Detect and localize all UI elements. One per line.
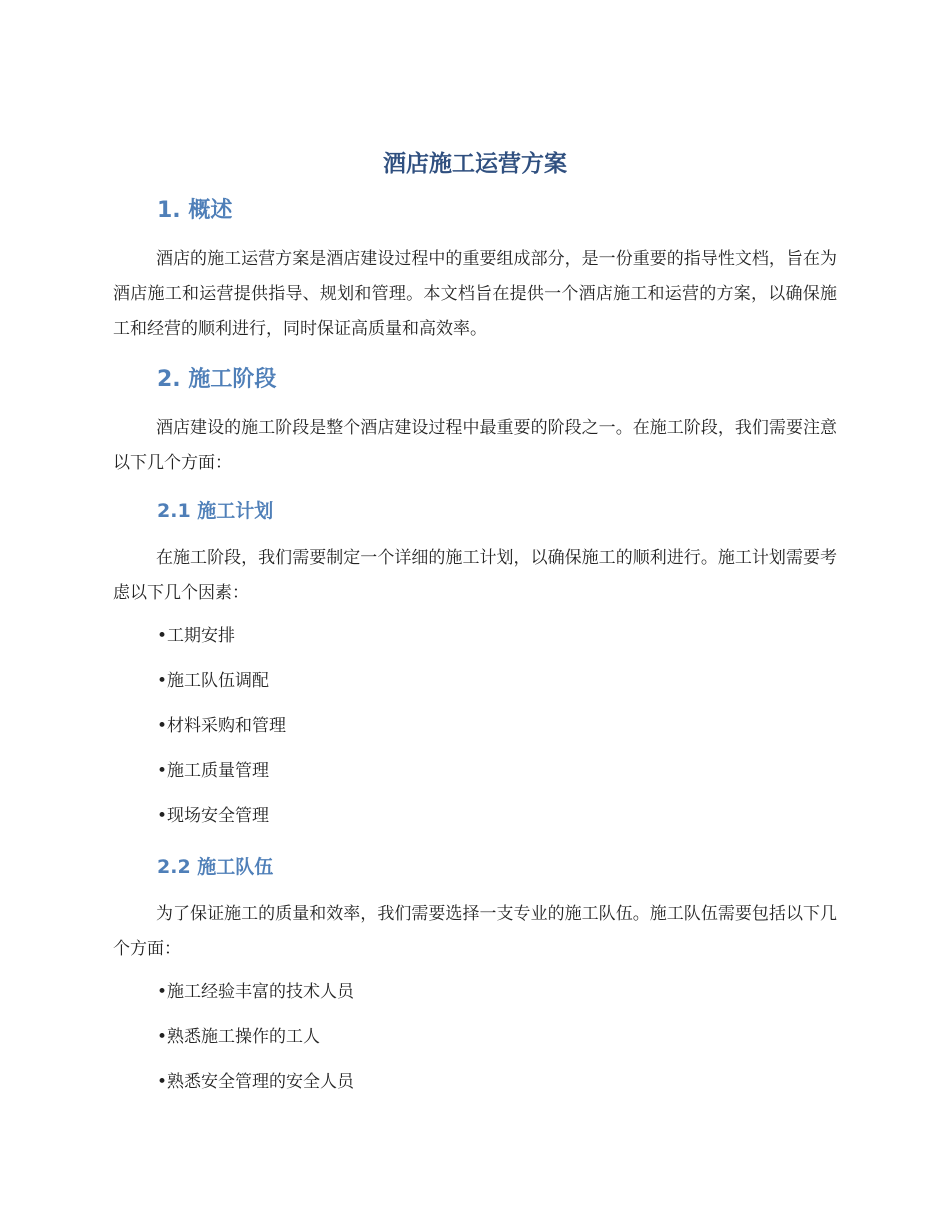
bullet-icon: •	[157, 1027, 168, 1047]
list-item-text: 施工质量管理	[167, 761, 269, 781]
section-heading-construction: 2. 施工阶段	[157, 367, 277, 392]
bullet-icon: •	[157, 671, 168, 691]
document-title: 酒店施工运营方案	[383, 151, 567, 177]
list-item	[157, 759, 269, 783]
list-item	[157, 804, 269, 828]
list-item-text: 材料采购和管理	[167, 716, 286, 736]
list-item-text: 施工经验丰富的技术人员	[167, 982, 354, 1002]
list-item-text: 施工队伍调配	[167, 671, 269, 691]
list-item	[157, 669, 269, 693]
bullet-icon: •	[157, 806, 168, 826]
section-paragraph-overview: 酒店的施工运营方案是酒店建设过程中的重要组成部分，是一份重要的指导性文档，旨在为酒店施工和运营提供指导、规划和管理。本文档旨在提供一个酒店施工和运营的方案，以确保施工和经营的顺利进行，同时保证高质量和高效率。	[113, 249, 837, 339]
subsection-heading-team: 2.2 施工队伍	[157, 856, 274, 878]
bullet-icon: •	[157, 982, 168, 1002]
section-heading-overview: 1. 概述	[157, 198, 233, 223]
subsection-paragraph-plan: 在施工阶段，我们需要制定一个详细的施工计划，以确保施工的顺利进行。施工计划需要考虑以下几个因素：	[113, 548, 837, 603]
subsection-paragraph-team: 为了保证施工的质量和效率，我们需要选择一支专业的施工队伍。施工队伍需要包括以下几个方面：	[113, 904, 837, 959]
bullet-icon: •	[157, 626, 168, 646]
list-item	[157, 1070, 354, 1094]
bullet-icon: •	[157, 716, 168, 736]
list-item	[157, 624, 235, 648]
subsection-heading-plan: 2.1 施工计划	[157, 500, 274, 522]
list-item	[157, 980, 354, 1004]
list-item-text: 熟悉施工操作的工人	[167, 1027, 320, 1047]
bullet-icon: •	[157, 1072, 168, 1092]
list-item-text: 现场安全管理	[167, 806, 269, 826]
section-paragraph-construction: 酒店建设的施工阶段是整个酒店建设过程中最重要的阶段之一。在施工阶段，我们需要注意以下几个方面：	[113, 418, 837, 473]
bullet-icon: •	[157, 761, 168, 781]
list-item	[157, 714, 286, 738]
list-item-text: 工期安排	[167, 626, 235, 646]
list-item	[157, 1025, 320, 1049]
list-item-text: 熟悉安全管理的安全人员	[167, 1072, 354, 1092]
